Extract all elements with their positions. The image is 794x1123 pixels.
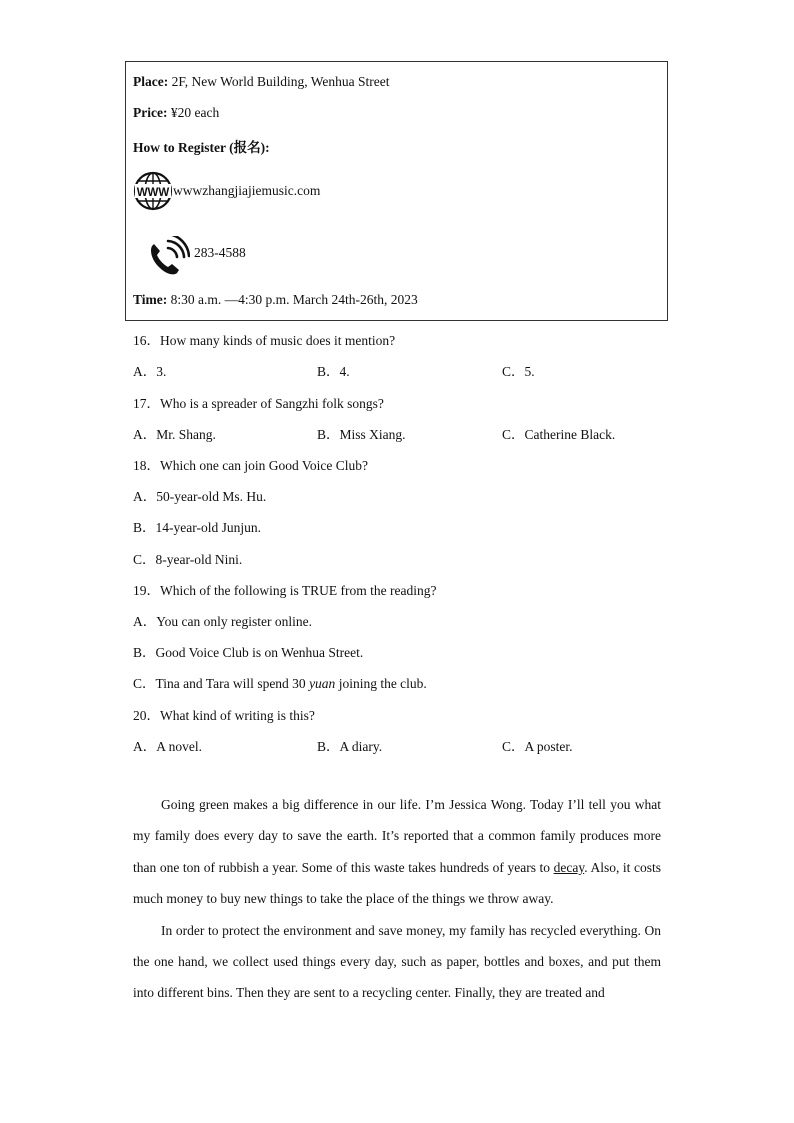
option-letter: B． [317,739,340,754]
italic-word: yuan [309,676,336,691]
q19-option-a[interactable] [133,610,312,630]
option-text: A poster. [524,739,573,754]
q17-option-a[interactable] [133,423,216,443]
q20-option-a[interactable] [133,735,202,755]
question-number: 20． [133,708,160,723]
price-value: ¥20 each [167,105,220,120]
option-letter: C． [133,552,156,567]
question-text: Which one can join Good Voice Club? [160,458,368,473]
question-17 [133,392,384,412]
option-text: 50-year-old Ms. Hu. [156,489,267,504]
option-text: You can only register online. [156,614,312,629]
phone-icon [146,236,190,278]
q18-option-a[interactable] [133,485,266,505]
paragraph-1 [133,789,661,915]
option-letter: C． [502,364,525,379]
phone-number: 283-4588 [194,245,246,260]
q19-option-c[interactable] [133,672,427,692]
place-label: Place: [133,74,169,89]
option-text: Good Voice Club is on Wenhua Street. [155,645,364,660]
time-value: 8:30 a.m. —4:30 p.m. March 24th-26th, 2023 [167,292,418,307]
option-text: Miss Xiang. [339,427,406,442]
option-text: 8-year-old Nini. [155,552,243,567]
question-text: Which of the following is TRUE from the reading? [160,583,437,598]
question-number: 17． [133,396,160,411]
option-text: 4. [339,364,350,379]
question-20 [133,704,315,724]
option-letter: B． [133,645,156,660]
question-number: 19． [133,583,160,598]
option-letter: C． [502,427,525,442]
reading-passage [133,789,661,1009]
svg-text:WWW: WWW [136,187,170,199]
option-text: A diary. [339,739,383,754]
option-text: Catherine Black. [524,427,616,442]
q17-option-b[interactable] [317,423,406,443]
option-letter: A． [133,614,157,629]
q17-option-c[interactable] [502,423,615,443]
q16-option-c[interactable] [502,360,535,380]
option-text: 5. [524,364,535,379]
option-letter: B． [317,427,340,442]
option-text: Tina and Tara will spend 30 [155,676,310,691]
question-16 [133,329,395,349]
www-globe-icon [133,171,173,211]
price-label: Price: [133,105,168,120]
option-text: Mr. Shang. [156,427,216,442]
paragraph-text: . Also, it costs much money to buy new things to take the place of the things we throw away. [133,859,661,907]
option-letter: C． [502,739,525,754]
question-18 [133,454,368,474]
q19-option-b[interactable] [133,641,363,661]
q16-option-b[interactable] [317,360,350,380]
option-text: joining the club. [335,676,427,691]
option-letter: B． [317,364,340,379]
option-letter: A． [133,364,157,379]
underlined-word: decay [553,859,585,875]
paragraph-text: Going green makes a big difference in our life. I’m Jessica Wong. Today I’ll tell you what my family does every day to save the earth. It’s reported that a common family produces more than one ton of rubbish a year. Some of this waste takes hundreds of years to [133,797,661,875]
option-text: A novel. [156,739,202,754]
q20-option-b[interactable] [317,735,382,755]
place-line [133,74,389,90]
q20-option-c[interactable] [502,735,573,755]
price-line [133,105,219,121]
option-text: 14-year-old Junjun. [155,520,261,535]
question-number: 16． [133,333,160,348]
q18-option-c[interactable] [133,548,242,568]
website-text[interactable]: wwwzhangjiajiemusic.com [173,183,321,198]
time-label: Time: [133,292,168,307]
option-letter: A． [133,427,157,442]
option-letter: B． [133,520,156,535]
question-number: 18． [133,458,160,473]
question-19 [133,579,436,599]
question-text: What kind of writing is this? [160,708,315,723]
q18-option-b[interactable] [133,516,261,536]
question-text: How many kinds of music does it mention? [160,333,396,348]
option-text: 3. [156,364,167,379]
register-label: How to Register (报名): [133,140,270,155]
time-line [133,292,418,308]
paragraph-2: In order to protect the environment and save money, my family has recycled everything. On the one hand, we collect used things every day, such as paper, bottles and boxes, and put them into different bins. Then they are sent to a recycling center. Finally, they are treated and [133,922,661,1001]
option-letter: C． [133,676,156,691]
q16-option-a[interactable] [133,360,166,380]
option-letter: A． [133,739,157,754]
place-value: 2F, New World Building, Wenhua Street [168,74,390,89]
option-letter: A． [133,489,157,504]
question-text: Who is a spreader of Sangzhi folk songs? [160,396,384,411]
